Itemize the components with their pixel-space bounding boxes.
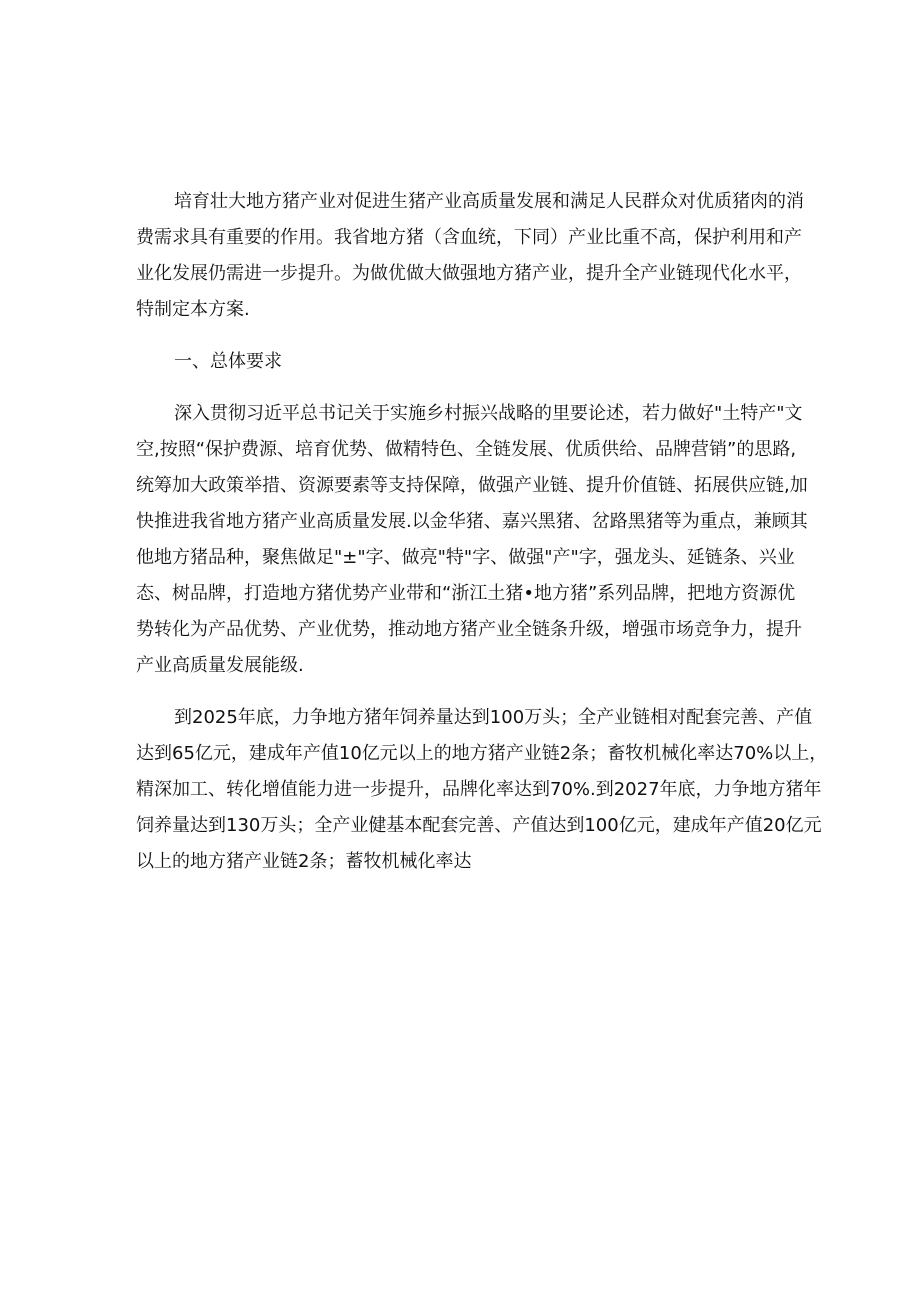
text-line: 以上的地方猪产业链2条；蓄牧机械化率达 (136, 851, 472, 872)
text-line: 达到65亿元，建成年产值10亿元以上的地方猪产业链2条；畜牧机械化率达70%以上， (136, 743, 828, 764)
paragraph-spacer (136, 380, 781, 396)
text-line: 他地方猪品种，聚焦做足"±"字、做亮"特"字、做强"产"字，强龙头、延链条、兴业 (136, 547, 795, 568)
text-line: 空,按照“保护费源、培育优势、做精特色、全链发展、优质供给、品牌营销”的思路, (136, 439, 797, 460)
text-line: 势转化为产品优势、产业优势，推动地方猪产业全链条升级，增强市场竞争力，提升 (136, 619, 802, 640)
text-line: 深入贯彻习近平总书记关于实施乡村振兴战略的里要论述，若力做好"土特产"文 (174, 403, 803, 424)
paragraph-spacer (136, 684, 781, 700)
paragraph-spacer (136, 328, 781, 344)
paragraph-targets (136, 700, 828, 880)
paragraph-guidance (136, 396, 808, 684)
text-line: 培育壮大地方猪产业对促进生猪产业高质量发展和满足人民群众对优质猪肉的消 (174, 191, 804, 212)
text-line: 业化发展仍需进一步提升。为做优做大做强地方猪产业，提升全产业链现代化水平， (136, 263, 802, 284)
text-line: 到2025年底，力争地方猪年饲养量达到100万头；全产业链相对配套完善、产值 (174, 707, 813, 728)
text-line: 统筹加大政策举措、资源要素等支持保障，做强产业链、提升价值链、拓展供应链,加 (136, 475, 808, 496)
text-line: 特制定本方案. (136, 299, 250, 320)
text-line: 费需求具有重要的作用。我省地方猪（含血统，下同）产业比重不高，保护利用和产 (136, 227, 802, 248)
section-heading-overall (136, 344, 781, 380)
section-heading: 一、总体要求 (174, 351, 282, 372)
text-line: 产业高质量发展能级. (136, 655, 304, 676)
document-body (136, 184, 828, 880)
text-line: 快推进我省地方猪产业高质量发展.以金华猪、嘉兴黑猪、岔路黑猪等为重点，兼顾其 (136, 511, 808, 532)
text-line: 态、树品牌，打造地方猪优势产业带和“浙江土猪•地方猪”系列品牌，把地方资源优 (136, 583, 796, 604)
text-line: 饲养量达到130万头；全产业健基本配套完善、产值达到100亿元，建成年产值20亿元 (136, 815, 822, 836)
text-line: 精深加工、转化增值能力进一步提升，品牌化率达到70%.到2027年底，力争地方猪年 (136, 779, 822, 800)
paragraph-intro (136, 184, 804, 328)
